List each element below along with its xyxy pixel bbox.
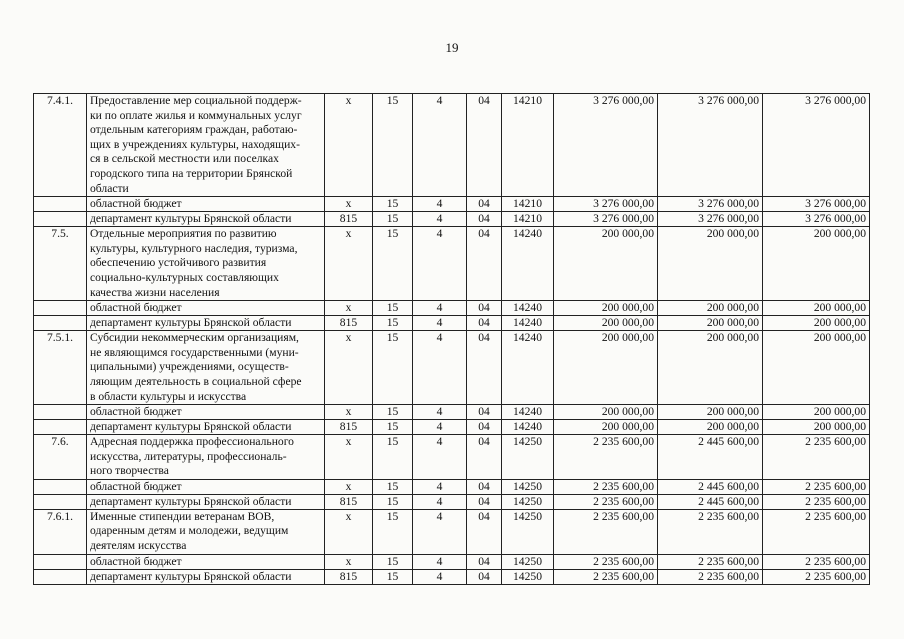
section-code-cell: 04 (467, 494, 502, 509)
table-row (34, 479, 870, 494)
subprogram-code-cell: 4 (413, 94, 467, 197)
item-code-cell (34, 301, 87, 316)
amount-year1-cell: 200 000,00 (554, 420, 658, 435)
page-number: 19 (445, 40, 459, 55)
section-code-cell: 04 (467, 420, 502, 435)
item-code-cell (34, 569, 87, 584)
amount-year3-cell: 2 235 600,00 (763, 554, 870, 569)
direction-code-cell: 14250 (502, 554, 554, 569)
program-code-cell: 15 (373, 509, 413, 554)
item-name-cell: департамент культуры Брянской области (87, 420, 325, 435)
item-code-cell (34, 197, 87, 212)
section-code-cell: 04 (467, 554, 502, 569)
subprogram-code-cell: 4 (413, 212, 467, 227)
amount-year3-cell: 200 000,00 (763, 316, 870, 331)
amount-year1-cell: 3 276 000,00 (554, 212, 658, 227)
program-code-cell: 15 (373, 227, 413, 301)
amount-year1-cell: 2 235 600,00 (554, 494, 658, 509)
direction-code-cell: 14250 (502, 494, 554, 509)
subprogram-code-cell: 4 (413, 420, 467, 435)
amount-year2-cell: 2 445 600,00 (658, 435, 763, 480)
item-code-cell: 7.5. (34, 227, 87, 301)
subprogram-code-cell: 4 (413, 405, 467, 420)
item-code-cell (34, 405, 87, 420)
amount-year1-cell: 200 000,00 (554, 301, 658, 316)
item-code-cell (34, 494, 87, 509)
amount-year1-cell: 2 235 600,00 (554, 435, 658, 480)
direction-code-cell: 14240 (502, 316, 554, 331)
amount-year1-cell: 200 000,00 (554, 316, 658, 331)
budget-table (33, 93, 870, 585)
item-name-cell: областной бюджет (87, 197, 325, 212)
item-code-cell (34, 420, 87, 435)
program-code-cell: 15 (373, 316, 413, 331)
amount-year3-cell: 200 000,00 (763, 405, 870, 420)
direction-code-cell: 14250 (502, 479, 554, 494)
amount-year2-cell: 200 000,00 (658, 227, 763, 301)
subprogram-code-cell: 4 (413, 554, 467, 569)
amount-year3-cell: 3 276 000,00 (763, 94, 870, 197)
item-name-cell: департамент культуры Брянской области (87, 494, 325, 509)
amount-year2-cell: 200 000,00 (658, 331, 763, 405)
subprogram-code-cell: 4 (413, 479, 467, 494)
item-name-cell: Предоставление мер социальной поддерж- ки по оплате жилья и коммунальных услуг отдельным категориям граждан, работаю- щих в учреждениях культуры, находящих- ся в сельской местности или поселках городского типа на территории Брянской области (87, 94, 325, 197)
amount-year2-cell: 2 235 600,00 (658, 554, 763, 569)
table-row (34, 331, 870, 405)
amount-year1-cell: 3 276 000,00 (554, 197, 658, 212)
amount-year2-cell: 3 276 000,00 (658, 94, 763, 197)
admin-code-cell: x (325, 405, 373, 420)
subprogram-code-cell: 4 (413, 316, 467, 331)
section-code-cell: 04 (467, 435, 502, 480)
amount-year2-cell: 200 000,00 (658, 405, 763, 420)
item-name-cell: областной бюджет (87, 301, 325, 316)
item-name-cell: Именные стипендии ветеранам ВОВ, одаренным детям и молодежи, ведущим деятелям искусства (87, 509, 325, 554)
table-row (34, 316, 870, 331)
section-code-cell: 04 (467, 569, 502, 584)
item-name-cell: департамент культуры Брянской области (87, 569, 325, 584)
amount-year3-cell: 200 000,00 (763, 331, 870, 405)
table-row (34, 435, 870, 480)
table-row (34, 494, 870, 509)
admin-code-cell: x (325, 197, 373, 212)
table-row (34, 554, 870, 569)
amount-year2-cell: 2 235 600,00 (658, 509, 763, 554)
program-code-cell: 15 (373, 494, 413, 509)
direction-code-cell: 14240 (502, 405, 554, 420)
amount-year1-cell: 2 235 600,00 (554, 569, 658, 584)
subprogram-code-cell: 4 (413, 331, 467, 405)
admin-code-cell: x (325, 509, 373, 554)
program-code-cell: 15 (373, 569, 413, 584)
item-name-cell: областной бюджет (87, 554, 325, 569)
admin-code-cell: 815 (325, 316, 373, 331)
item-code-cell: 7.5.1. (34, 331, 87, 405)
item-name-cell: департамент культуры Брянской области (87, 316, 325, 331)
admin-code-cell: x (325, 331, 373, 405)
amount-year2-cell: 2 235 600,00 (658, 569, 763, 584)
program-code-cell: 15 (373, 197, 413, 212)
direction-code-cell: 14240 (502, 331, 554, 405)
table-row (34, 197, 870, 212)
admin-code-cell: x (325, 479, 373, 494)
section-code-cell: 04 (467, 316, 502, 331)
amount-year3-cell: 200 000,00 (763, 301, 870, 316)
amount-year3-cell: 3 276 000,00 (763, 212, 870, 227)
admin-code-cell: 815 (325, 212, 373, 227)
item-name-cell: Адресная поддержка профессионального искусства, литературы, профессиональ- ного творчества (87, 435, 325, 480)
section-code-cell: 04 (467, 212, 502, 227)
item-code-cell (34, 316, 87, 331)
direction-code-cell: 14210 (502, 212, 554, 227)
amount-year1-cell: 2 235 600,00 (554, 554, 658, 569)
section-code-cell: 04 (467, 509, 502, 554)
direction-code-cell: 14210 (502, 197, 554, 212)
subprogram-code-cell: 4 (413, 494, 467, 509)
amount-year2-cell: 3 276 000,00 (658, 197, 763, 212)
section-code-cell: 04 (467, 227, 502, 301)
item-code-cell (34, 479, 87, 494)
amount-year1-cell: 2 235 600,00 (554, 509, 658, 554)
section-code-cell: 04 (467, 197, 502, 212)
subprogram-code-cell: 4 (413, 301, 467, 316)
program-code-cell: 15 (373, 212, 413, 227)
amount-year3-cell: 200 000,00 (763, 227, 870, 301)
item-name-cell: департамент культуры Брянской области (87, 212, 325, 227)
program-code-cell: 15 (373, 94, 413, 197)
admin-code-cell: x (325, 94, 373, 197)
table-row (34, 509, 870, 554)
section-code-cell: 04 (467, 94, 502, 197)
table-row (34, 212, 870, 227)
direction-code-cell: 14250 (502, 435, 554, 480)
program-code-cell: 15 (373, 331, 413, 405)
subprogram-code-cell: 4 (413, 197, 467, 212)
direction-code-cell: 14240 (502, 420, 554, 435)
direction-code-cell: 14250 (502, 509, 554, 554)
direction-code-cell: 14250 (502, 569, 554, 584)
item-name-cell: Субсидии некоммерческим организациям, не являющимся государственными (муни- ципальными) учреждениями, осуществ- ляющим деятельность в социальной сфере в области культуры и искусства (87, 331, 325, 405)
amount-year3-cell: 2 235 600,00 (763, 509, 870, 554)
item-code-cell: 7.6.1. (34, 509, 87, 554)
admin-code-cell: x (325, 554, 373, 569)
table-row (34, 569, 870, 584)
amount-year3-cell: 2 235 600,00 (763, 479, 870, 494)
item-code-cell (34, 554, 87, 569)
amount-year3-cell: 2 235 600,00 (763, 435, 870, 480)
amount-year2-cell: 200 000,00 (658, 420, 763, 435)
item-name-cell: областной бюджет (87, 479, 325, 494)
program-code-cell: 15 (373, 435, 413, 480)
table-body (34, 94, 870, 585)
amount-year1-cell: 200 000,00 (554, 405, 658, 420)
amount-year3-cell: 2 235 600,00 (763, 494, 870, 509)
admin-code-cell: 815 (325, 420, 373, 435)
direction-code-cell: 14240 (502, 301, 554, 316)
program-code-cell: 15 (373, 420, 413, 435)
program-code-cell: 15 (373, 405, 413, 420)
table-row (34, 227, 870, 301)
subprogram-code-cell: 4 (413, 569, 467, 584)
amount-year1-cell: 3 276 000,00 (554, 94, 658, 197)
amount-year2-cell: 2 445 600,00 (658, 479, 763, 494)
admin-code-cell: x (325, 227, 373, 301)
item-code-cell (34, 212, 87, 227)
item-code-cell: 7.6. (34, 435, 87, 480)
amount-year2-cell: 200 000,00 (658, 301, 763, 316)
subprogram-code-cell: 4 (413, 227, 467, 301)
amount-year2-cell: 2 445 600,00 (658, 494, 763, 509)
table-row (34, 301, 870, 316)
amount-year1-cell: 200 000,00 (554, 227, 658, 301)
table-row (34, 405, 870, 420)
program-code-cell: 15 (373, 301, 413, 316)
item-name-cell: Отдельные мероприятия по развитию культуры, культурного наследия, туризма, обеспечению устойчивого развития социально-культурных составляющих качества жизни населения (87, 227, 325, 301)
amount-year3-cell: 3 276 000,00 (763, 197, 870, 212)
admin-code-cell: x (325, 435, 373, 480)
item-code-cell: 7.4.1. (34, 94, 87, 197)
program-code-cell: 15 (373, 479, 413, 494)
amount-year3-cell: 2 235 600,00 (763, 569, 870, 584)
section-code-cell: 04 (467, 331, 502, 405)
amount-year1-cell: 2 235 600,00 (554, 479, 658, 494)
amount-year2-cell: 3 276 000,00 (658, 212, 763, 227)
direction-code-cell: 14210 (502, 94, 554, 197)
amount-year3-cell: 200 000,00 (763, 420, 870, 435)
amount-year2-cell: 200 000,00 (658, 316, 763, 331)
subprogram-code-cell: 4 (413, 509, 467, 554)
item-name-cell: областной бюджет (87, 405, 325, 420)
admin-code-cell: 815 (325, 569, 373, 584)
admin-code-cell: x (325, 301, 373, 316)
table-row (34, 420, 870, 435)
program-code-cell: 15 (373, 554, 413, 569)
admin-code-cell: 815 (325, 494, 373, 509)
subprogram-code-cell: 4 (413, 435, 467, 480)
section-code-cell: 04 (467, 405, 502, 420)
section-code-cell: 04 (467, 479, 502, 494)
section-code-cell: 04 (467, 301, 502, 316)
table-row (34, 94, 870, 197)
amount-year1-cell: 200 000,00 (554, 331, 658, 405)
direction-code-cell: 14240 (502, 227, 554, 301)
